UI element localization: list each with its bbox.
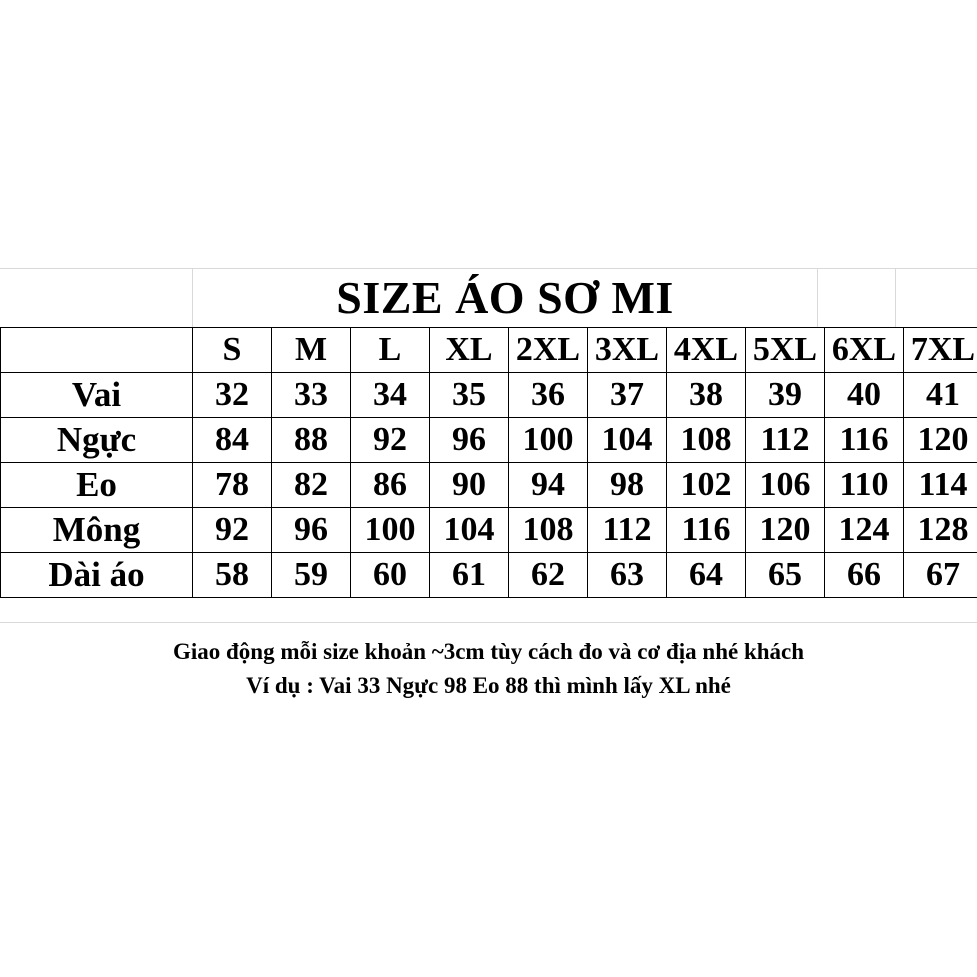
measurement-cell: 35 [430, 373, 509, 418]
measurement-cell: 108 [667, 418, 746, 463]
measurement-cell: 60 [351, 553, 430, 598]
size-header-cell: 4XL [667, 328, 746, 373]
measurement-cell: 90 [430, 463, 509, 508]
size-header-cell: L [351, 328, 430, 373]
row-label: Ngực [1, 418, 193, 463]
measurement-cell: 128 [904, 508, 977, 553]
measurement-cell: 32 [193, 373, 272, 418]
measurement-cell: 112 [746, 418, 825, 463]
row-label: Dài áo [1, 553, 193, 598]
measurement-cell: 41 [904, 373, 977, 418]
measurement-cell: 96 [430, 418, 509, 463]
measurement-cell: 61 [430, 553, 509, 598]
measurement-cell: 34 [351, 373, 430, 418]
table-row [1, 553, 977, 598]
measurement-cell: 124 [825, 508, 904, 553]
size-header-cell: 5XL [746, 328, 825, 373]
measurement-cell: 40 [825, 373, 904, 418]
measurement-cell: 63 [588, 553, 667, 598]
table-row [1, 418, 977, 463]
measurement-cell: 92 [193, 508, 272, 553]
measurement-cell: 116 [667, 508, 746, 553]
size-header-cell: XL [430, 328, 509, 373]
size-header-cell: 2XL [509, 328, 588, 373]
size-header-cell: M [272, 328, 351, 373]
row-label: Vai [1, 373, 193, 418]
measurement-cell: 92 [351, 418, 430, 463]
row-label: Eo [1, 463, 193, 508]
chart-title: SIZE ÁO SƠ MI [336, 272, 674, 323]
measurement-cell: 96 [272, 508, 351, 553]
table-row [1, 373, 977, 418]
measurement-cell: 120 [904, 418, 977, 463]
measurement-cell: 116 [825, 418, 904, 463]
measurement-cell: 59 [272, 553, 351, 598]
measurement-cell: 98 [588, 463, 667, 508]
table-row [1, 508, 977, 553]
measurement-cell: 114 [904, 463, 977, 508]
measurement-cell: 102 [667, 463, 746, 508]
measurement-cell: 67 [904, 553, 977, 598]
size-header-cell: 6XL [825, 328, 904, 373]
gridline [0, 268, 977, 269]
measurement-cell: 120 [746, 508, 825, 553]
corner-cell [1, 328, 193, 373]
size-header-cell: S [193, 328, 272, 373]
note-line-1: Giao động mỗi size khoản ~3cm tùy cách đo và cơ địa nhé khách [172, 639, 805, 664]
measurement-cell: 36 [509, 373, 588, 418]
measurement-cell: 64 [667, 553, 746, 598]
measurement-cell: 94 [509, 463, 588, 508]
measurement-cell: 86 [351, 463, 430, 508]
measurement-cell: 82 [272, 463, 351, 508]
measurement-cell: 112 [588, 508, 667, 553]
size-table [0, 327, 977, 598]
measurement-cell: 108 [509, 508, 588, 553]
measurement-cell: 58 [193, 553, 272, 598]
gridline [817, 268, 818, 328]
note-line-2: Ví dụ : Vai 33 Ngực 98 Eo 88 thì mình lấy XL nhé [246, 673, 731, 698]
measurement-cell: 88 [272, 418, 351, 463]
measurement-cell: 104 [430, 508, 509, 553]
measurement-cell: 84 [193, 418, 272, 463]
header-row [1, 328, 977, 373]
measurement-cell: 78 [193, 463, 272, 508]
row-label: Mông [1, 508, 193, 553]
measurement-cell: 110 [825, 463, 904, 508]
measurement-cell: 104 [588, 418, 667, 463]
size-header-cell: 7XL [904, 328, 977, 373]
measurement-cell: 37 [588, 373, 667, 418]
gridline [0, 622, 977, 623]
measurement-cell: 33 [272, 373, 351, 418]
measurement-cell: 62 [509, 553, 588, 598]
measurement-cell: 38 [667, 373, 746, 418]
measurement-cell: 100 [509, 418, 588, 463]
measurement-cell: 66 [825, 553, 904, 598]
measurement-cell: 39 [746, 373, 825, 418]
size-header-cell: 3XL [588, 328, 667, 373]
measurement-cell: 100 [351, 508, 430, 553]
table-row [1, 463, 977, 508]
measurement-cell: 65 [746, 553, 825, 598]
measurement-cell: 106 [746, 463, 825, 508]
gridline [895, 268, 896, 328]
